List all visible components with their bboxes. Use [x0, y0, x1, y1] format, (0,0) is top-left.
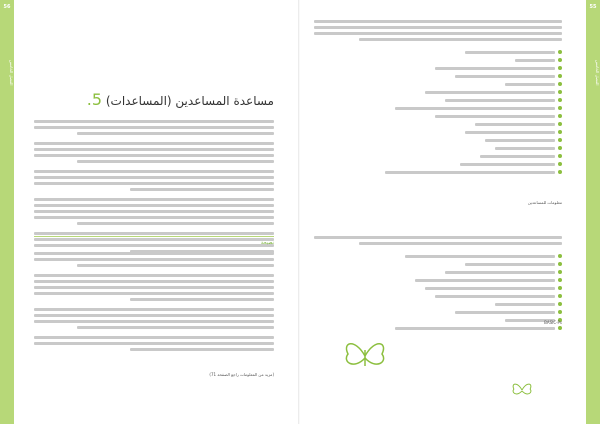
bullet-list-top [314, 50, 562, 178]
right-mid-text [314, 236, 562, 248]
right-page [300, 0, 600, 424]
list-item [314, 82, 562, 86]
right-side-label: الفصل الخامس [595, 60, 600, 86]
list-item [314, 66, 562, 70]
butterfly-icon [340, 336, 390, 376]
list-item [314, 294, 562, 298]
list-item [314, 162, 562, 166]
right-intro-text [314, 20, 562, 44]
list-item [314, 106, 562, 110]
left-page-number: 56 [3, 4, 11, 10]
list-item [314, 74, 562, 78]
list-item [314, 122, 562, 126]
list-item [314, 254, 562, 258]
list-item [314, 286, 562, 290]
right-footer-label: BASIC-Ps [544, 320, 562, 325]
section-heading: نصيحة [260, 240, 274, 246]
list-item [314, 138, 562, 142]
small-butterfly-icon [510, 380, 534, 400]
list-item [314, 50, 562, 54]
chapter-number: 5. [86, 90, 103, 109]
chapter-title-text: مساعدة المساعدين (المساعدات) [105, 94, 274, 108]
list-item [314, 278, 562, 282]
right-page-number: 55 [589, 4, 597, 10]
list-item [314, 310, 562, 314]
list-item [314, 146, 562, 150]
section-separator [34, 236, 274, 237]
list-item [314, 114, 562, 118]
left-side-label: الفصل الخامس [9, 60, 14, 86]
list-item [314, 58, 562, 62]
footnote: (مزيد من المعلومات راجع الصفحة 71) [209, 372, 274, 377]
list-item [314, 270, 562, 274]
list-item [314, 154, 562, 158]
tips-text-block [34, 252, 274, 354]
right-mid-note: معلومات للمساعدين [527, 200, 562, 205]
list-item [314, 170, 562, 174]
list-item [314, 98, 562, 102]
list-item [314, 130, 562, 134]
list-item [314, 262, 562, 266]
right-side-strip [586, 0, 600, 424]
left-side-strip [0, 0, 14, 424]
list-item [314, 326, 562, 330]
chapter-title [87, 90, 274, 109]
list-item [314, 90, 562, 94]
list-item [314, 302, 562, 306]
